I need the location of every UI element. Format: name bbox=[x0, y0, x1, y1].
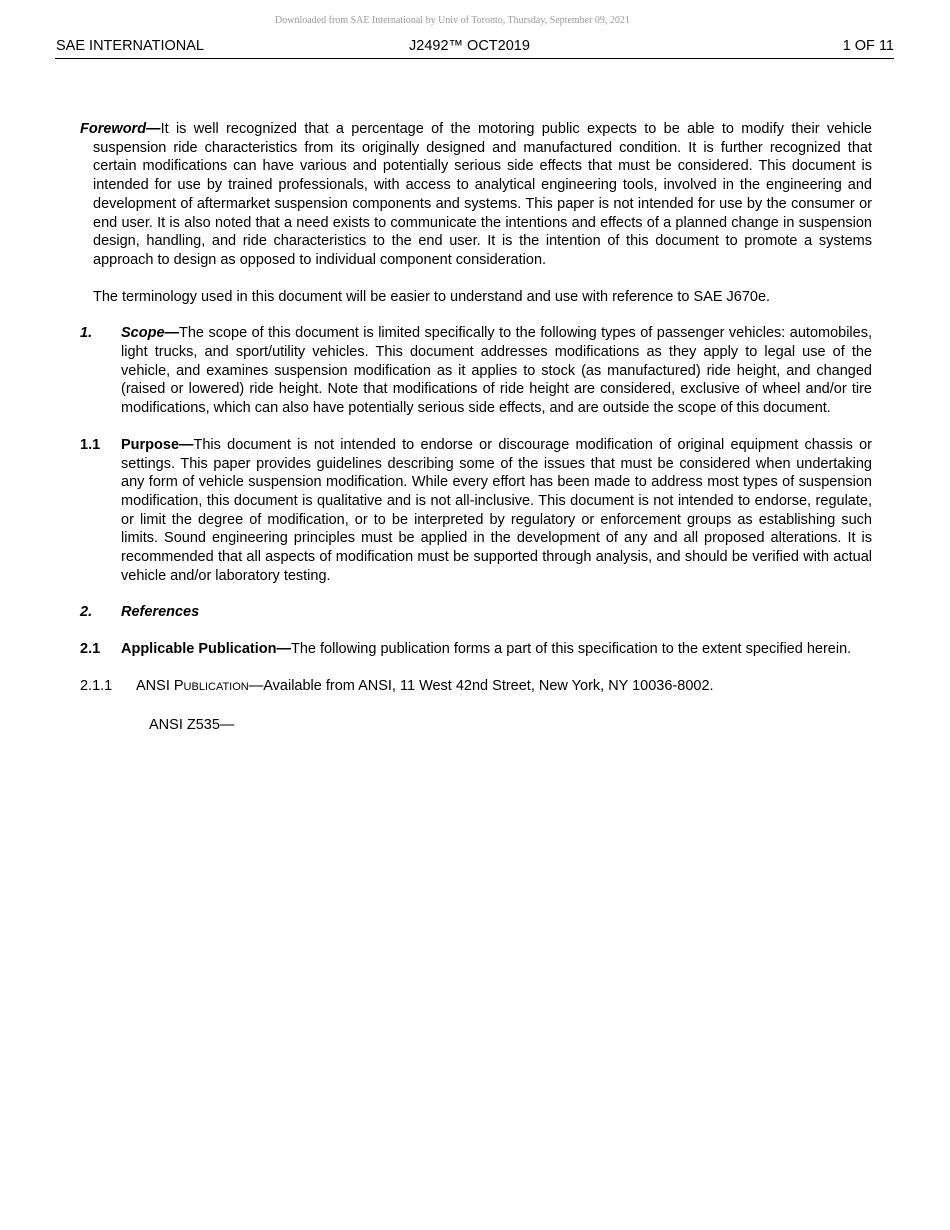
header-page-number: 1 OF 11 bbox=[842, 38, 894, 54]
section-applicable-publication bbox=[80, 640, 872, 659]
scope-label: Scope— bbox=[121, 325, 180, 342]
section-references bbox=[80, 603, 872, 622]
purpose-label: Purpose— bbox=[121, 436, 194, 453]
ansi-z535-item: ANSI Z535— bbox=[149, 716, 235, 733]
applicable-publication-paragraph bbox=[121, 640, 872, 659]
document-body bbox=[80, 120, 872, 734]
purpose-paragraph bbox=[121, 436, 872, 586]
scope-text: The scope of this document is limited specifically to the following types of passenger vehicles: automobiles, light trucks, and sport/utility vehicles. This document addresses modifications as they apply to legal use of the vehicle, and examines suspension modification as it applies to stock (as manufactured) ride height, and changed (raised or lowered) ride height. Note that modifications of ride height are considered, exclusive of wheel and/or tire modifications, which can also have potentially serious side effects, and are outside the scope of this document. bbox=[121, 325, 872, 417]
ansi-publication-label-smallcaps: UBLICATION bbox=[183, 680, 249, 693]
header-document-id: J2492™ OCT2019 bbox=[409, 38, 530, 54]
section-number: 1.1 bbox=[80, 436, 101, 453]
ansi-publication-text: —Available from ANSI, 11 West 42nd Street, New York, NY 10036-8002. bbox=[248, 677, 714, 694]
foreword-paragraph bbox=[80, 120, 872, 270]
foreword-label: Foreword— bbox=[80, 121, 161, 137]
terminology-paragraph: The terminology used in this document will be easier to understand and use with reference to SAE J670e. bbox=[93, 288, 771, 305]
scope-paragraph bbox=[121, 324, 872, 418]
section-number: 1. bbox=[80, 325, 93, 342]
page-header bbox=[55, 38, 894, 59]
applicable-publication-label: Applicable Publication— bbox=[121, 641, 291, 658]
references-heading bbox=[121, 603, 872, 622]
purpose-text: This document is not intended to endorse or discourage modification of original equipment chassis or settings. This paper provides guidelines describing some of the issues that must be considered when undertaking any form of vehicle suspension modification. While every effort has been made to address most types of suspension modification, this document is qualitative and is not all-inclusive. This document is not intended to endorse, regulate, or limit the degree of modification, or to be interpreted by regulatory or enforcement groups as establishing such limits. Sound engineering principles must be applied in the development of any and all proposed alterations. It is recommended that all aspects of modification must be supported through analysis, and should be verified with actual vehicle and/or laboratory testing. bbox=[121, 436, 872, 584]
section-number: 2. bbox=[80, 604, 93, 621]
header-organization: SAE INTERNATIONAL bbox=[56, 38, 204, 54]
section-number: 2.1.1 bbox=[80, 677, 113, 694]
section-purpose bbox=[80, 436, 872, 586]
ansi-publication-label: ANSI P bbox=[136, 677, 184, 694]
section-scope bbox=[80, 324, 872, 418]
section-number: 2.1 bbox=[80, 641, 101, 658]
section-ansi-publication bbox=[80, 677, 872, 697]
references-label: References bbox=[121, 604, 200, 621]
foreword-text: It is well recognized that a percentage of the motoring public expects to be able to modify their vehicle suspension ride characteristics from its originally designed and manufactured condition. It is further recognized that certain modifications can have various and potentially serious side effects that must be considered. This document is intended for use by trained professionals, with access to analytical engineering tools, involved in the engineering and development of aftermarket suspension components and systems. This paper is not intended for use by the consumer or end user. It is also noted that a need exists to communicate the intentions and effects of a planned change in suspension design, handling, and ride characteristics to the end user. It is the intention of this document to promote a systems approach to design as opposed to individual component consideration. bbox=[93, 121, 872, 268]
ansi-publication-paragraph bbox=[136, 677, 872, 697]
download-notice: Downloaded from SAE International by Univ of Toronto, Thursday, September 09, 2021 bbox=[275, 15, 630, 26]
applicable-publication-text: The following publication forms a part of this specification to the extent specified herein. bbox=[291, 641, 852, 658]
